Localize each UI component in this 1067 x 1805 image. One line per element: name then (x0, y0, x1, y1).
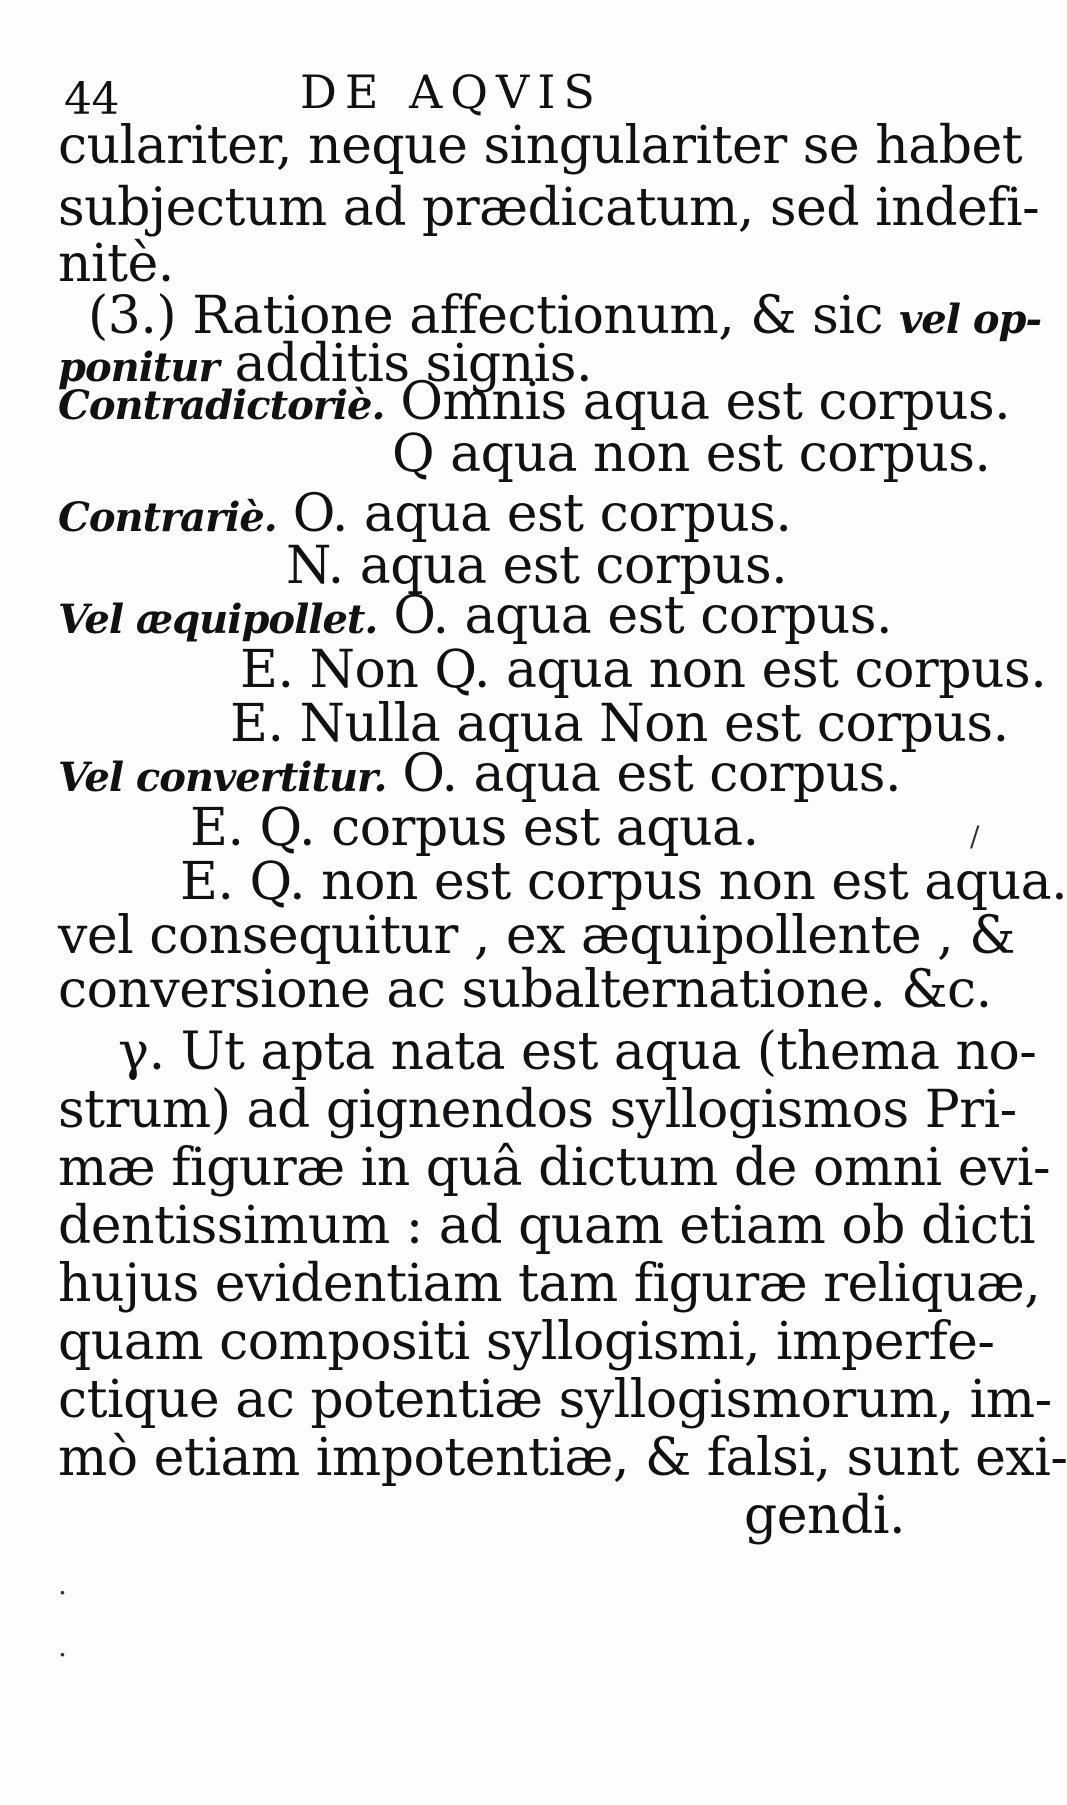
text-line-19: strum) ad gignendos syllogismos Pri- (58, 1080, 1017, 1140)
text-line-4-roman: (3.) Ratione affectionum, & sic (88, 286, 884, 346)
text-line-23: quam compositi syllogismi, imperfe- (58, 1312, 995, 1372)
text-line-8-italic: Contrariè. (58, 494, 277, 541)
text-line-2: subjectum ad prædicatum, sed indefi- (58, 178, 1040, 238)
text-line-11: E. Non Q. aqua non est corpus. (240, 640, 1047, 700)
text-line-12: E. Nulla aqua Non est corpus. (230, 694, 1009, 754)
text-line-4-italic: vel op- (899, 296, 1042, 343)
text-line-5-roman: additis signis. (234, 334, 592, 394)
text-line-10-roman: O. aqua est corpus. (393, 586, 892, 646)
text-line-9: N. aqua est corpus. (286, 536, 788, 596)
text-line-16: vel consequitur , ex æquipollente , & (58, 906, 1016, 966)
text-line-22: hujus evidentiam tam figuræ reliquæ, (58, 1254, 1041, 1314)
text-line-24: ctique ac potentiæ syllogismorum, im- (58, 1370, 1052, 1430)
stray-mark: / (970, 820, 980, 853)
text-line-5-italic: ponitur (58, 344, 219, 391)
text-line-26: gendi. (744, 1486, 905, 1546)
text-line-25: mò etiam impotentiæ, & falsi, sunt exi- (58, 1428, 1067, 1488)
stray-mark: . (58, 1630, 67, 1663)
text-line-13-roman: O. aqua est corpus. (402, 744, 902, 804)
text-line-21: dentissimum : ad quam etiam ob dicti (58, 1196, 1036, 1256)
running-title: DE AQVIS (300, 65, 603, 119)
text-line-18: γ. Ut apta nata est aqua (thema no- (118, 1022, 1037, 1082)
text-line-15: E. Q. non est corpus non est aqua. (180, 852, 1067, 912)
text-line-13-italic: Vel convertitur. (58, 754, 387, 801)
text-line-10-italic: Vel æquipollet. (58, 596, 378, 643)
text-line-6-italic: Contradictoriè. (58, 382, 385, 429)
stray-mark: . (58, 1568, 67, 1601)
text-line-8-roman: O. aqua est corpus. (292, 484, 792, 544)
text-line-7: Q aqua non est corpus. (392, 424, 991, 484)
text-line-17: conversione ac subalternatione. &c. (58, 960, 992, 1020)
page-number: 44 (64, 74, 119, 125)
text-line-6-roman: Omnis aqua est corpus. (400, 372, 1011, 432)
text-line-3: nitè. (58, 234, 174, 294)
text-line-20: mæ figuræ in quâ dictum de omni evi- (58, 1138, 1051, 1198)
text-line-14: E. Q. corpus est aqua. (190, 798, 759, 858)
text-line-1: culariter, neque singulariter se habet (58, 116, 1023, 176)
